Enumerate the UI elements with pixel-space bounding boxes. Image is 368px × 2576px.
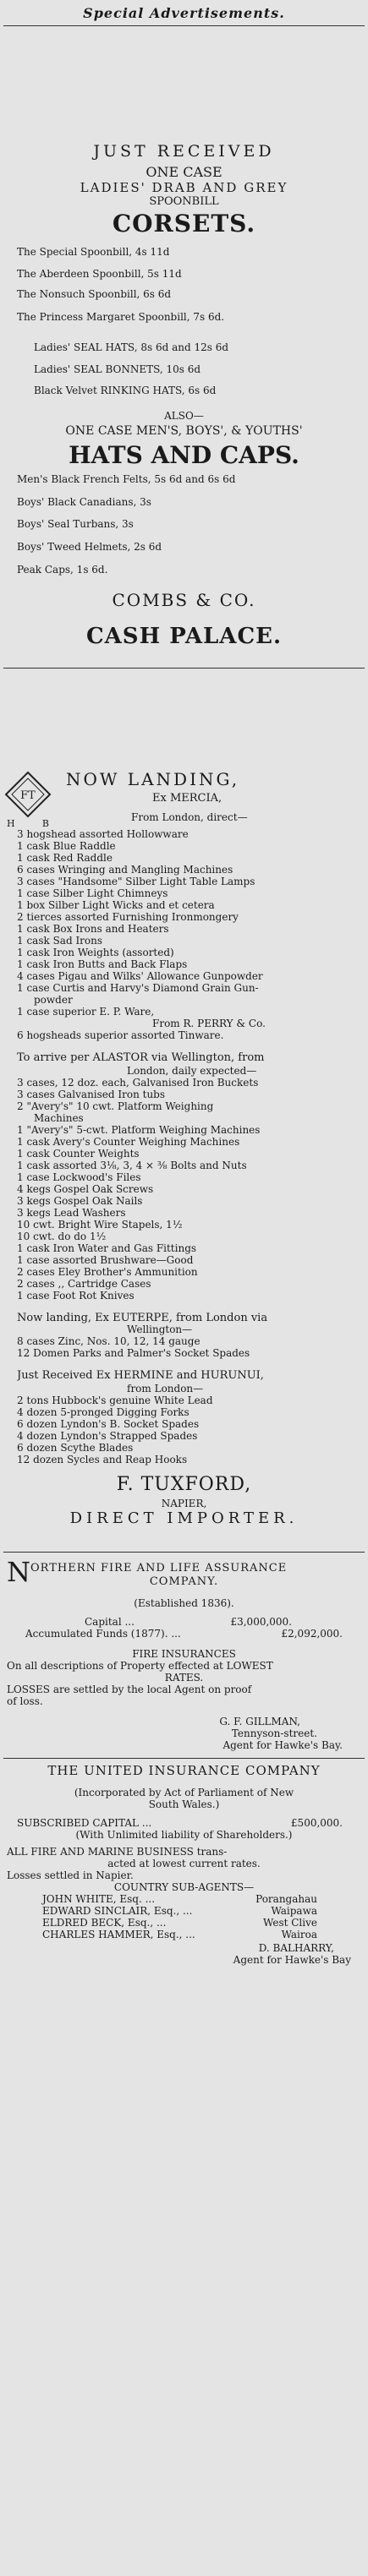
list-item: 1 case Foot Rot Knives — [17, 1290, 135, 1302]
established: (Established 1836). — [134, 1597, 234, 1609]
list-item: 1 case Curtis and Harvy's Diamond Grain Gun- — [17, 982, 259, 994]
agent-title: Agent for Hawke's Bay. — [222, 1739, 343, 1751]
list-item: 1 "Avery's" 5-cwt. Platform Weighing Machines — [17, 1124, 261, 1136]
list-item: 1 cask Iron Butts and Back Flaps — [17, 958, 188, 970]
sub-agents-heading: COUNTRY SUB-AGENTS— — [113, 1881, 255, 1893]
sub-agent-town: Waipawa — [271, 1905, 317, 1917]
now-landing: NOW LANDING, — [66, 769, 240, 789]
tuxford-name: F. TUXFORD, — [116, 1474, 252, 1495]
trademark-initials: FT — [20, 789, 36, 802]
united-title: THE UNITED INSURANCE COMPANY — [47, 1763, 321, 1778]
list-item: 12 dozen Sycles and Reap Hooks — [17, 1454, 188, 1465]
list-item: 1 cask Iron Water and Gas Fittings — [17, 1242, 197, 1254]
list-item: 3 kegs Gospel Oak Nails — [17, 1195, 143, 1207]
divider — [3, 1552, 365, 1553]
divider — [3, 25, 365, 26]
list-item: 4 kegs Gospel Oak Screws — [17, 1183, 154, 1195]
euterpe-sub: Wellington— — [127, 1323, 193, 1335]
cap-item: Boys' Seal Turbans, 3s — [17, 518, 134, 530]
list-item: 10 cwt. do do 1½ — [17, 1231, 107, 1242]
hermine-sub: from London— — [127, 1383, 204, 1394]
fire-text: LOSSES are settled by the local Agent on proof — [7, 1684, 252, 1695]
subscribed-label: SUBSCRIBED CAPITAL ... — [17, 1817, 152, 1829]
also: ALSO— — [164, 410, 204, 422]
northern-title: ORTHERN FIRE AND LIFE ASSURANCE — [30, 1562, 288, 1575]
list-item: 3 cases "Handsome" Silber Light Table Lamps — [17, 876, 255, 887]
from-merchant: From R. PERRY & Co. — [152, 1018, 266, 1029]
list-item: 1 case Lockwood's Files — [17, 1171, 141, 1183]
cap-item: Men's Black French Felts, 5s 6d and 6s 6d — [17, 473, 236, 485]
list-item: 1 box Silber Light Wicks and et cetera — [17, 899, 215, 911]
list-item: 1 cask Box Irons and Heaters — [17, 923, 169, 935]
northern-title-2: COMPANY. — [149, 1575, 219, 1588]
direct-importer: DIRECT IMPORTER. — [69, 1509, 299, 1527]
business-text: acted at lowest current rates. — [107, 1858, 261, 1869]
cap-item: Boys' Tweed Helmets, 2s 6d — [17, 541, 162, 553]
trademark-left: H — [7, 818, 15, 829]
list-item: 1 cask Sad Irons — [17, 935, 103, 947]
mens-case: ONE CASE MEN'S, BOYS', & YOUTHS' — [65, 424, 303, 438]
subscribed-value: £500,000. — [290, 1817, 343, 1829]
fire-insurances: FIRE INSURANCES — [132, 1648, 236, 1660]
incorporated: South Wales.) — [148, 1798, 220, 1810]
diamond-trademark-icon — [4, 771, 52, 818]
incorporated: (Incorporated by Act of Parliament of New — [74, 1787, 294, 1798]
list-item: 1 cask Avery's Counter Weighing Machines — [17, 1136, 240, 1148]
from-london: From London, direct— — [131, 811, 248, 823]
cap-item: Boys' Black Canadians, 3s — [17, 496, 151, 508]
list-item: 12 Domen Parks and Palmer's Socket Spades — [17, 1347, 250, 1359]
drop-cap: N — [7, 1556, 30, 1588]
combs-name: COMBS & CO. — [112, 590, 256, 610]
corset-item: The Nonsuch Spoonbill, 6s 6d — [17, 288, 172, 300]
list-item: 6 hogsheads superior assorted Tinware. — [17, 1029, 224, 1041]
fire-text: On all descriptions of Property effected at LOWEST — [7, 1660, 273, 1672]
list-item: 1 case superior E. P. Ware, — [17, 1006, 155, 1018]
list-item: 1 cask Counter Weights — [17, 1148, 140, 1160]
funds-label: Accumulated Funds (1877). ... — [25, 1628, 181, 1640]
list-item: 4 cases Pigau and Wilks' Allowance Gunpowder — [17, 970, 263, 982]
list-item: 1 cask Iron Weights (assorted) — [17, 947, 174, 958]
list-item: 6 cases Wringing and Mangling Machines — [17, 864, 233, 876]
divider — [3, 1758, 365, 1759]
divider — [3, 668, 365, 669]
hat-item: Ladies' SEAL HATS, 8s 6d and 12s 6d — [34, 341, 229, 353]
corset-item: The Princess Margaret Spoonbill, 7s 6d. — [17, 311, 225, 323]
list-item: 1 case assorted Brushware—Good — [17, 1254, 194, 1266]
list-item-continued: powder — [34, 994, 73, 1006]
agent-name: G. F. GILLMAN, — [219, 1716, 300, 1727]
list-item: 10 cwt. Bright Wire Stapels, 1½ — [17, 1219, 183, 1231]
hat-item: Ladies' SEAL BONNETS, 10s 6d — [34, 363, 201, 375]
ex-mercia: Ex MERCIA, — [152, 792, 222, 805]
list-item: 1 case Silber Light Chimneys — [17, 887, 168, 899]
sub-agent-town: West Clive — [263, 1917, 317, 1929]
fire-text: of loss. — [7, 1695, 43, 1707]
corset-item: The Aberdeen Spoonbill, 5s 11d — [17, 268, 182, 280]
sub-agent-name: JOHN WHITE, Esq. ... — [42, 1893, 156, 1905]
list-item: 4 dozen 5-pronged Digging Forks — [17, 1406, 189, 1418]
fire-text: RATES. — [164, 1672, 204, 1684]
list-item: 3 kegs Lead Washers — [17, 1207, 126, 1219]
trademark-right: B — [41, 818, 49, 829]
corset-item: The Special Spoonbill, 4s 11d — [17, 246, 170, 258]
one-case: ONE CASE — [146, 164, 222, 180]
agent-name: D. BALHARRY, — [258, 1942, 334, 1954]
sub-agent-name: ELDRED BECK, Esq., ... — [42, 1917, 167, 1929]
business-text: Losses settled in Napier. — [7, 1869, 134, 1881]
list-item: 3 cases, 12 doz. each, Galvanised Iron Buckets — [17, 1077, 259, 1089]
cap-item: Peak Caps, 1s 6d. — [17, 564, 108, 576]
list-item: 2 tierces assorted Furnishing Ironmongery — [17, 911, 239, 923]
ladies-line: LADIES' DRAB AND GREY — [80, 180, 288, 195]
hermine-heading: Just Received Ex HERMINE and HURUNUI, — [17, 1369, 264, 1382]
list-item: 2 cases ,, Cartridge Cases — [17, 1278, 151, 1290]
capital-label: Capital ... — [85, 1616, 135, 1628]
agent-address: Tennyson-street. — [231, 1727, 317, 1739]
hat-item: Black Velvet RINKING HATS, 6s 6d — [34, 385, 217, 396]
sub-agent-town: Wairoa — [281, 1929, 317, 1940]
spoonbill: SPOONBILL — [149, 195, 219, 208]
business-text: ALL FIRE AND MARINE BUSINESS trans- — [7, 1846, 228, 1858]
just-received: JUST RECEIVED — [93, 142, 275, 161]
list-item: 4 dozen Lyndon's Strapped Spades — [17, 1430, 198, 1442]
funds-value: £2,092,000. — [281, 1628, 343, 1640]
capital-value: £3,000,000. — [230, 1616, 292, 1628]
list-item: 1 cask Red Raddle — [17, 852, 113, 864]
list-item: 6 dozen Scythe Blades — [17, 1442, 134, 1454]
list-item: 8 cases Zinc, Nos. 10, 12, 14 gauge — [17, 1335, 200, 1347]
list-item: 1 cask Blue Raddle — [17, 840, 116, 852]
list-item: 2 cases Eley Brother's Ammunition — [17, 1266, 198, 1278]
alastor-sub: London, daily expected— — [127, 1065, 257, 1077]
corsets-heading: CORSETS. — [112, 210, 256, 237]
page-header: Special Advertisements. — [83, 5, 285, 21]
hats-caps-heading: HATS AND CAPS. — [69, 441, 299, 469]
list-item: 1 cask assorted 3⅛, 3, 4 × ⅜ Bolts and Nuts — [17, 1160, 247, 1171]
list-item: 6 dozen Lyndon's B. Socket Spades — [17, 1418, 200, 1430]
list-item-continued: Machines — [34, 1112, 84, 1124]
agent-title: Agent for Hawke's Bay — [233, 1954, 351, 1966]
cash-palace: CASH PALACE. — [85, 624, 283, 649]
liability-note: (With Unlimited liability of Shareholders.) — [75, 1829, 293, 1841]
tuxford-town: NAPIER, — [161, 1498, 207, 1509]
list-item: 2 tons Hubbock's genuine White Lead — [17, 1394, 213, 1406]
sub-agent-name: CHARLES HAMMER, Esq., ... — [42, 1929, 195, 1940]
euterpe-heading: Now landing, Ex EUTERPE, from London via — [17, 1312, 268, 1324]
list-item: 3 cases Galvanised Iron tubs — [17, 1089, 166, 1100]
alastor-heading: To arrive per ALASTOR via Wellington, from — [17, 1051, 265, 1064]
sub-agent-town: Porangahau — [255, 1893, 317, 1905]
list-item: 2 "Avery's" 10 cwt. Platform Weighing — [17, 1100, 214, 1112]
list-item: 3 hogshead assorted Hollowware — [17, 828, 189, 840]
sub-agent-name: EDWARD SINCLAIR, Esq., ... — [42, 1905, 193, 1917]
